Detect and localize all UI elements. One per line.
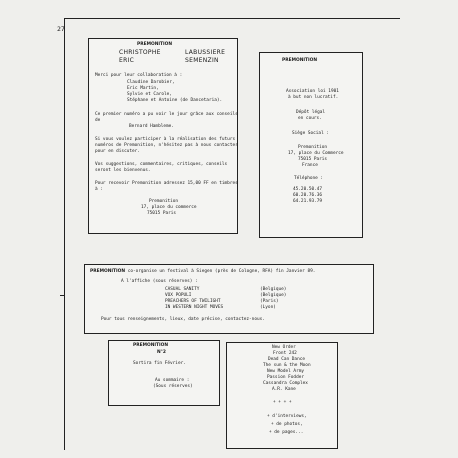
lineup-item: The sun & the Moon [263,363,311,368]
contributor: Sylvie et Carole, [127,92,172,97]
first-issue-line: Ce premier numéro a pu voir le jour grâce aux conseils [95,112,238,117]
name-eric: ERIC [119,57,135,64]
participate-line: pour en discuter. [95,149,140,154]
lineup-item: New Model Army [267,369,305,374]
siege-address: 75015 Paris [298,157,328,162]
festival-headline-text: co-organise un festival à Siegen (près de Cologne, RFA) fin Janvier 89. [125,269,316,274]
receive-line: à : [95,187,103,192]
siege-address: Premonition [298,145,328,150]
festival-box [84,264,374,334]
margin-tick [60,295,64,296]
first-issue-line: de [95,118,101,123]
band-origin: (Belgique) [260,293,287,298]
advisor-name: Bernard Hambleme. [129,124,174,129]
release-note: Sortira fin Février. [133,361,186,366]
lineup-box [226,342,338,449]
address-line: 17, place du commerce [141,205,197,210]
lineup-item: A.R. Kane [272,387,296,392]
festival-footer: Pour tous renseignements, lieux, date précise, contactez-nous. [101,317,265,322]
siege-address: France [302,163,318,168]
address-line: Premonition [149,199,179,204]
participate-line: numéros de Premonition, n'hésitez pas à nous contacter [95,143,238,148]
band-name: IN WESTERN NIGHT MOVES [165,305,224,310]
credits-box [88,38,238,234]
lineup-item: Passion Fodder [267,375,305,380]
siege-address: 17, place du Commerce [288,151,344,156]
suggestions-line: seront les bienvenus. [95,168,151,173]
contributor: Claudine Darobier, [127,80,175,85]
lineup-extra: + d'interviews, [267,414,307,419]
summary-line: (Sous réserves) [153,384,193,389]
lineup-extra: + de photos, [271,422,303,427]
phone-number: 45.20.50.47 [293,187,323,192]
issue-number: N°2 [157,350,166,355]
siege-label: Siège Social : [292,131,330,136]
next-issue-brand: PREMONITION [133,343,169,348]
name-labussiere: LABUSSIERE [185,49,226,56]
festival-headline [90,270,315,274]
credits-brand: PREMONITION [137,42,173,47]
address-line: 75015 Paris [147,211,177,216]
participate-line: Si vous voulez participer à la réalisation des futurs [95,137,236,142]
assoc-line: à but non lucratif. [288,95,339,100]
assoc-line: Association loi 1901 [286,89,339,94]
lineup-item: Cassandra Complex [263,381,308,386]
lineup-item: Dead Can Dance [268,357,306,362]
lineup-item: Front 242 [273,351,297,356]
lineup-extra: + de pages... [269,430,304,435]
phone-label: Téléphone : [294,176,324,181]
association-box [259,52,363,238]
band-origin: (Lyon) [260,305,276,310]
suggestions-line: Vos suggestions, commentaires, critiques, conseils [95,162,228,167]
name-semenzin: SEMENZIN [185,57,219,64]
contributor: Stéphane et Antoine (de Dancetaria). [127,98,223,103]
band-origin: (Paris) [260,299,279,304]
page-frame-top [64,18,400,19]
depot-line: en cours. [298,116,322,121]
summary-line: Au sommaire : [155,378,190,383]
phone-number: 64.21.93.79 [293,199,323,204]
name-christophe: CHRISTOPHE [119,49,161,56]
band-name: CASUAL SANITY [165,287,200,292]
contributor: Eric Martin, [127,86,159,91]
page-frame-left [64,18,65,450]
receive-line: Pour recevoir Premonition adressez 15,00 FF en timbres [95,181,238,186]
thanks-intro: Merci pour leur collaboration à : [95,73,183,78]
lineup-item: New Order [272,345,296,350]
depot-line: Dépôt légal [296,110,326,115]
phone-number: 60.20.76.36 [293,193,323,198]
band-name: VOX POPULI [165,293,192,298]
festival-brand: PREMONITION [90,269,126,274]
page-number: 27 [57,25,65,33]
next-issue-box [108,340,220,406]
band-origin: (Belgique) [260,287,287,292]
lineup-dots: + + + + [273,400,292,405]
association-brand: PREMONITION [282,58,318,63]
poster-label: A l'affiche (sous réserves) : [121,279,198,284]
band-name: PREACHERS OF TWILIGHT [165,299,221,304]
